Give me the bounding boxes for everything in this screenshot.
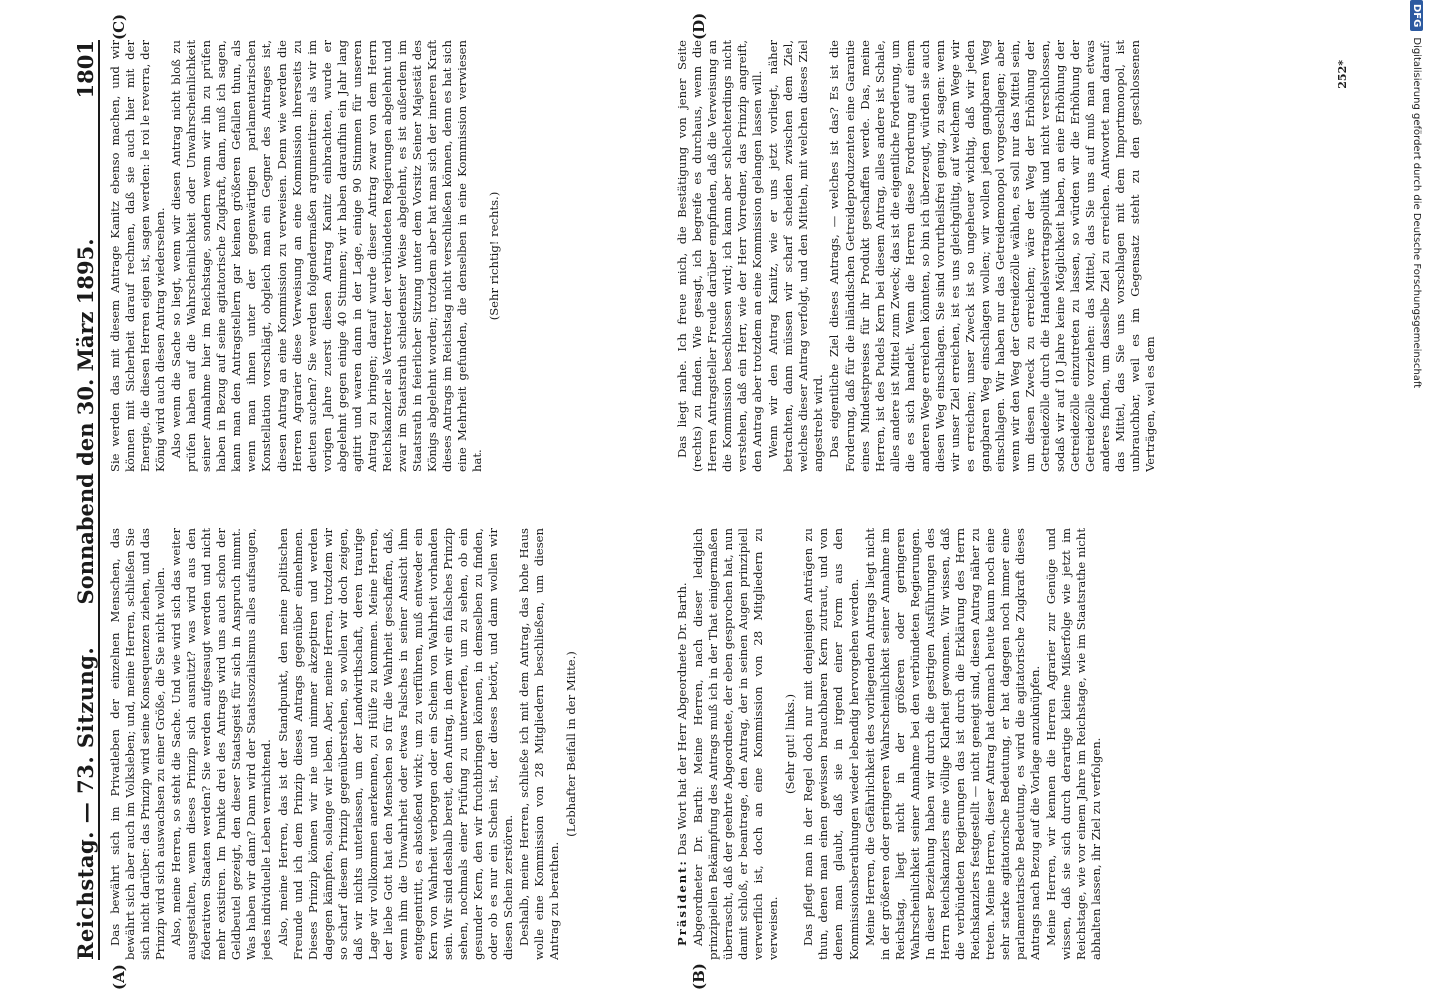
paragraph: Das eigentliche Ziel dieses Antrags, — welches ist das? Es ist die Forderung, daß für die inländischen Getreideproduzenten eine Garantie eines Mindestpreises für ihr Produkt geschaffen werde. Das, meine Herren, ist des Pudels Kern bei diesem Antrag, alles andere ist Schale, alles andere ist Mittel zum Zweck; das ist die eigentliche Forderung, um die es sich handelt. Wenn die Herren diese Forderung auf einem anderen Wege erreichen könnten, so bin ich überzeugt, würden sie auch diesen Weg einschlagen. Sie sind vorurtheilsfrei genug, zu sagen: wenn wir unser Ziel erreichen, ist es uns gleichgültig, auf welchem Wege wir es erreichen; unser Zweck ist so ungeheuer wichtig, daß wir jeden gangbaren Weg einschlagen wollen; wir wollen jeden gangbaren Weg einschlagen. Wir haben nur das Getreidemonopol vorgeschlagen; aber wenn wir den Weg der Getreidezölle wählen, es soll nur das Mittel sein, um diesen Zweck zu erreichen; wäre der Weg der Erhöhung der Getreidezölle durch die Handelsvertragspolitik und nicht verschlossen, sodaß wir auf 10 Jahre keine Möglichkeit haben, an eine Erhöhung der Getreidezölle einzutreten zu lassen, so würden wir die Erhöhung der Getreidezölle vorziehen: das Mittel, das Sie uns auf muß man etwas anderes finden, um dasselbe Ziel zu erreichen. Antwortet man darauf: das Mittel, das Sie uns vorschlagen mit dem Importmonopol, ist unbrauchbar, weil es im Gegensatz steht zu den geschlossenen Verträgen, weil es dem — [827, 40, 1158, 472]
header-date: Sonnabend den 30. März 1895. — [73, 238, 98, 605]
speaker-label: Präsident: — [675, 859, 689, 946]
paragraph: Das bewährt sich im Privatleben der einzelnen Menschen, das bewährt sich aber auch im Volksleben; und, meine Herren, schließen Sie sich nicht darüber: das Prinzip wird seine Konsequenzen ziehen, und das Prinzip wird sich auswachsen zu einer Größe, die Sie nicht wollen. — [108, 528, 168, 960]
speaker-text: Das Wort hat der Herr Abgeordnete Dr. Barth. — [675, 582, 689, 856]
paragraph: Meine Herren, die Gefährlichkeit des vorliegenden Antrags liegt nicht in der größeren oder geringeren Wahrscheinlichkeit seiner Annahme im Reichstag, liegt nicht in der größeren oder geringeren Wahrscheinlichkeit seiner Annahme bei den verbündeten Regierungen. In dieser Beziehung haben wir durch die gestrigen Ausführungen des Herrn Reichskanzlers eine völlige Klarheit gewonnen. Wir wissen, daß die verbündeten Regierungen das ist durch die Erklärung des Herrn Reichskanzlers festgestellt — nicht geneigt sind, diesen Antrag näher zu treten. Meine Herren, dieser Antrag hat demnach heute kaum noch eine sehr starke agitatorische Bedeutung, er hat dagegen noch immer eine parlamentarische Bedeutung, es wird die agitatorische Zugkraft dieses Antrags nach Bezug auf die Vorlage anzuknüpfen. — [862, 528, 1043, 960]
interjection: (Sehr gut! links.) — [783, 694, 798, 794]
speaker-paragraph — [675, 528, 690, 960]
page-number: 1801 — [73, 40, 98, 99]
right-column-top — [108, 40, 663, 472]
running-head — [60, 40, 100, 960]
speaker-paragraph — [691, 528, 781, 960]
marker-d: (D) — [690, 12, 708, 40]
interjection: (Sehr richtig! rechts.) — [487, 191, 502, 321]
paragraph: Wenn wir den Antrag Kanitz, wie er uns jetzt vorliegt, näher betrachten, dann müssen wir scharf scheiden zwischen dem Ziel, welches dieser Antrag verfolgt, und den Mitteln, mit welchen dieses Ziel angestrebt wird. — [766, 40, 826, 472]
paragraph: Das liegt nahe. Ich freue mich, die Bestätigung von jener Seite (rechts) zu finden. Wie gesagt, ich begreife es durchaus, wenn die Herren Antragsteller Freude darüber empfinden, daß die Verweisung an die Kommission beschlossen wird; ich kann aber schlechterdings nicht verstehen, daß ein Herr, wie der Herr Vorredner, das Prinzip angreift, den Antrag aber trotzdem an eine Kommission gelangen lassen will. — [675, 40, 765, 472]
dfg-credit — [1404, 0, 1430, 1000]
paragraph: Also wenn die Sache so liegt, wenn wir diesen Antrag nicht bloß zu prüfen haben auf die Wahrscheinlichkeit oder Unwahrscheinlichkeit seiner Annahme hier im Reichstage, sondern wenn wir ihn zu prüfen haben in Bezug auf seine agitatorische Zugkraft, dann, muß ich sagen, kann man den Antragstellern gar keinen größeren Gefallen thun, als wenn man ihnen unter der gegenwärtigen parlamentarischen Konstellation vorschlägt, obgleich man ein Gegner des Antrages ist, diesen Antrag an eine Kommission zu verweisen. Denn wie werden die Herren Agrarier diese Verweisung an eine Kommission ihrerseits zu deuten suchen? Sie werden folgendermaßen argumentiren: als wir im vorigen Jahre zuerst diesen Antrag Kanitz einbrachten, wurde er abgelehnt gegen einige 40 Stimmen; wir haben daraufhin ein Jahr lang agitirt und waren dann in der Lage, einige 90 Stimmen für unseren Antrag zu bringen; darauf wurde dieser Antrag zwar von dem Herrn Reichskanzler als Vertreter der verbündeten Regierungen abgelehnt und zwar im Staatsrath schiedenster Weise abgelehnt, es ist außerdem im Staatsrath in feierlicher Sitzung unter dem Vorsitz Seiner Majestät des Königs abgelehnt worden; trotzdem aber hat man sich der inneren Kraft dieses Antrags im Reichstag nicht verschließen können, denn es hat sich eine Mehrheit gefunden, die denselben in eine Kommission verwiesen hat. — [169, 40, 485, 472]
speaker-label: Abgeordneter Dr. Barth: — [691, 786, 706, 946]
header-right — [73, 40, 98, 604]
left-column-top — [108, 528, 663, 960]
marker-b: (B) — [690, 963, 708, 990]
paragraph: Meine Herren, wir kennen die Herren Agrarier zur Genüge und wissen, daß sie sich durch derartige kleine Mißerfolge wie jetzt im Reichstage, wie vor einem Jahre im Reichstage, wie im Staatsrathe nicht abhalten lassen, ihr Ziel zu verfolgen. — [1044, 528, 1104, 960]
dfg-logo: DFG — [1411, 0, 1424, 31]
header-left: Reichstag. — 73. Sitzung. — [73, 646, 98, 960]
paragraph: Sie werden das mit diesem Antrage Kanitz ebenso machen, und wir können mit Sicherheit darauf rechnen, daß sie auch hier mit der Energie, die diesen Herren eigen ist, sagen werden: le roi le reverra, der König wird auch diesen Antrag wiedersehen. — [108, 40, 168, 472]
left-column-bottom — [675, 528, 1331, 960]
paragraph: Deshalb, meine Herren, schließe ich mit dem Antrag, das hohe Haus wolle eine Kommission von 28 Mitgliedern beschließen, um diesen Antrag zu berathen. — [517, 528, 562, 960]
signature-mark: 252* — [1336, 60, 1349, 89]
interjection: (Lebhafter Beifall in der Mitte.) — [564, 651, 579, 837]
paragraph: Das pflegt man in der Regel doch nur mit denjenigen Anträgen zu thun, denen man einen gewissen brauchbaren Kern zutraut, und von denen man glaubt, daß sie in irgend einer Form aus den Kommissionsberathungen wieder lebendig hervorgehen werden. — [801, 528, 861, 960]
speaker-text: Meine Herren, nach dieser lediglich prinzipiellen Bekämpfung des Antrags muß ich in der That einigermaßen überrascht, daß der geehrte Abgeordnete, der eben gesprochen hat, nun damit schloß, er beantrage, den Antrag, der in seinen Augen prinzipiell verwerflich ist, doch an eine Kommission von 28 Mitgliedern zu verweisen. — [691, 528, 781, 960]
dfg-text: Digitalisierung gefördert durch die Deutsche Forschungsgemeinschaft — [1411, 37, 1423, 389]
paragraph: Also, meine Herren, so steht die Sache. Und wie wird sich das weiter ausgestalten, wenn dieses Prinzip sich ausnützt? was wird aus den föderativen Staaten werden? Sie werden aufgesaugt werden und nicht mehr existiren. Im Punkte drei des Antrags wird uns auch schon der Geldbeutel gezeigt, den dieser Staatsgeist für sich in Anspruch nimmt. Was haben wir dann? Dann wird der Staatssozialismus alles aufsaugen, jedes individuelle Leben vernichtend. — [169, 528, 274, 960]
dfg-sidebar — [1404, 0, 1430, 1000]
marker-a: (A) — [110, 964, 128, 990]
paragraph: Also, meine Herren, das ist der Standpunkt, den meine politischen Freunde und ich dem Prinzip dieses Antrags gegenüber einnehmen. Dieses Prinzip können wir nie und nimmer akzeptiren und werden dagegen kämpfen, solange wir leben. Aber, meine Herren, trotzdem wir so scharf diesem Prinzip gegenüberstehen, so wollen wir doch zeigen, daß wir nichts unterlassen, um der Landwirthschaft, deren traurige Lage wir vollkommen anerkennen, zu Hülfe zu kommen. Meine Herren, der liebe Gott hat den Menschen so für die Wahrheit geschaffen, daß, wenn ihm die Unwahrheit oder etwas Falsches in seiner Ansicht ihm entgegentritt, es abstoßend wirkt; um zu verführen, muß entweder ein Kern von Wahrheit verborgen oder ein Schein von Wahrheit vorhanden sein. Wir sind deshalb bereit, den Antrag, in dem wir ein falsches Prinzip sehen, nochmals einer Prüfung zu unterwerfen, um zu sehen, ob ein gesunder Kern, den wir fruchtbringen können, in demselben zu finden, oder ob es nur ein Schein ist, der dieses betört, und dann wollen wir diesen Schein zerstören. — [275, 528, 516, 960]
right-column-bottom — [675, 40, 1331, 472]
marker-c: (C) — [110, 13, 128, 40]
